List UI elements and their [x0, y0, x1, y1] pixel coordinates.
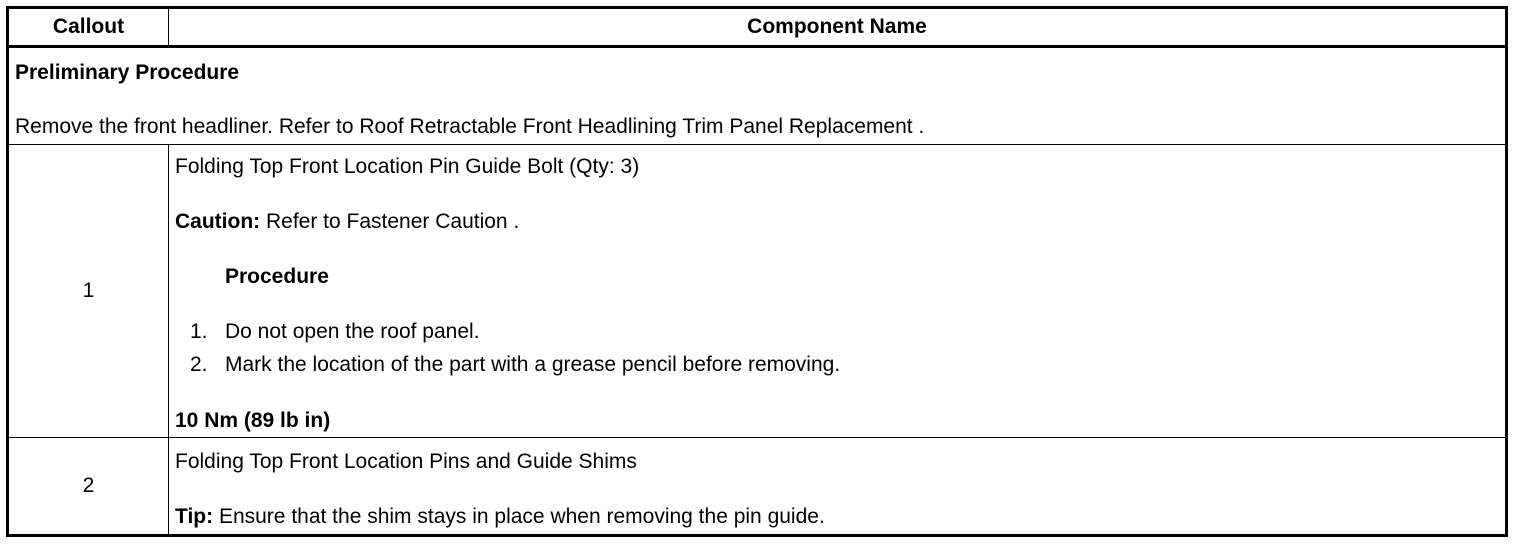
- caution-line: [175, 210, 519, 234]
- header-callout: Callout: [8, 8, 169, 47]
- callout-cell: 1: [8, 145, 169, 438]
- callout-cell: 2: [8, 438, 169, 536]
- torque-spec: 10 Nm (89 lb in): [175, 409, 331, 432]
- tip-line: [175, 505, 825, 529]
- table-row: [8, 145, 1507, 438]
- preliminary-heading: Preliminary Procedure: [15, 61, 240, 84]
- tip-label: Tip:: [175, 505, 214, 528]
- header-row: [8, 8, 1507, 47]
- procedure-heading: Procedure: [225, 265, 329, 288]
- step-text: Mark the location of the part with a grease pencil before removing.: [225, 353, 841, 376]
- caution-text: Refer to Fastener Caution .: [260, 210, 520, 233]
- preliminary-text: Remove the front headliner. Refer to Roof Retractable Front Headlining Trim Panel Replacement .: [15, 115, 925, 138]
- step-number: 1.: [190, 320, 208, 343]
- component-cell: [169, 438, 1507, 536]
- table-row: [8, 438, 1507, 536]
- step-text: Do not open the roof panel.: [225, 320, 480, 343]
- preliminary-row: [8, 47, 1507, 145]
- component-cell: [169, 145, 1507, 438]
- tip-text: Ensure that the shim stays in place when removing the pin guide.: [213, 505, 825, 528]
- component-name: Folding Top Front Location Pins and Guide Shims: [175, 450, 637, 473]
- preliminary-cell: [8, 47, 1507, 145]
- header-component-name: Component Name: [169, 8, 1507, 47]
- component-name: Folding Top Front Location Pin Guide Bolt (Qty: 3): [175, 155, 640, 178]
- step-number: 2.: [190, 353, 208, 376]
- caution-label: Caution:: [175, 210, 261, 233]
- procedure-table: [6, 6, 1508, 537]
